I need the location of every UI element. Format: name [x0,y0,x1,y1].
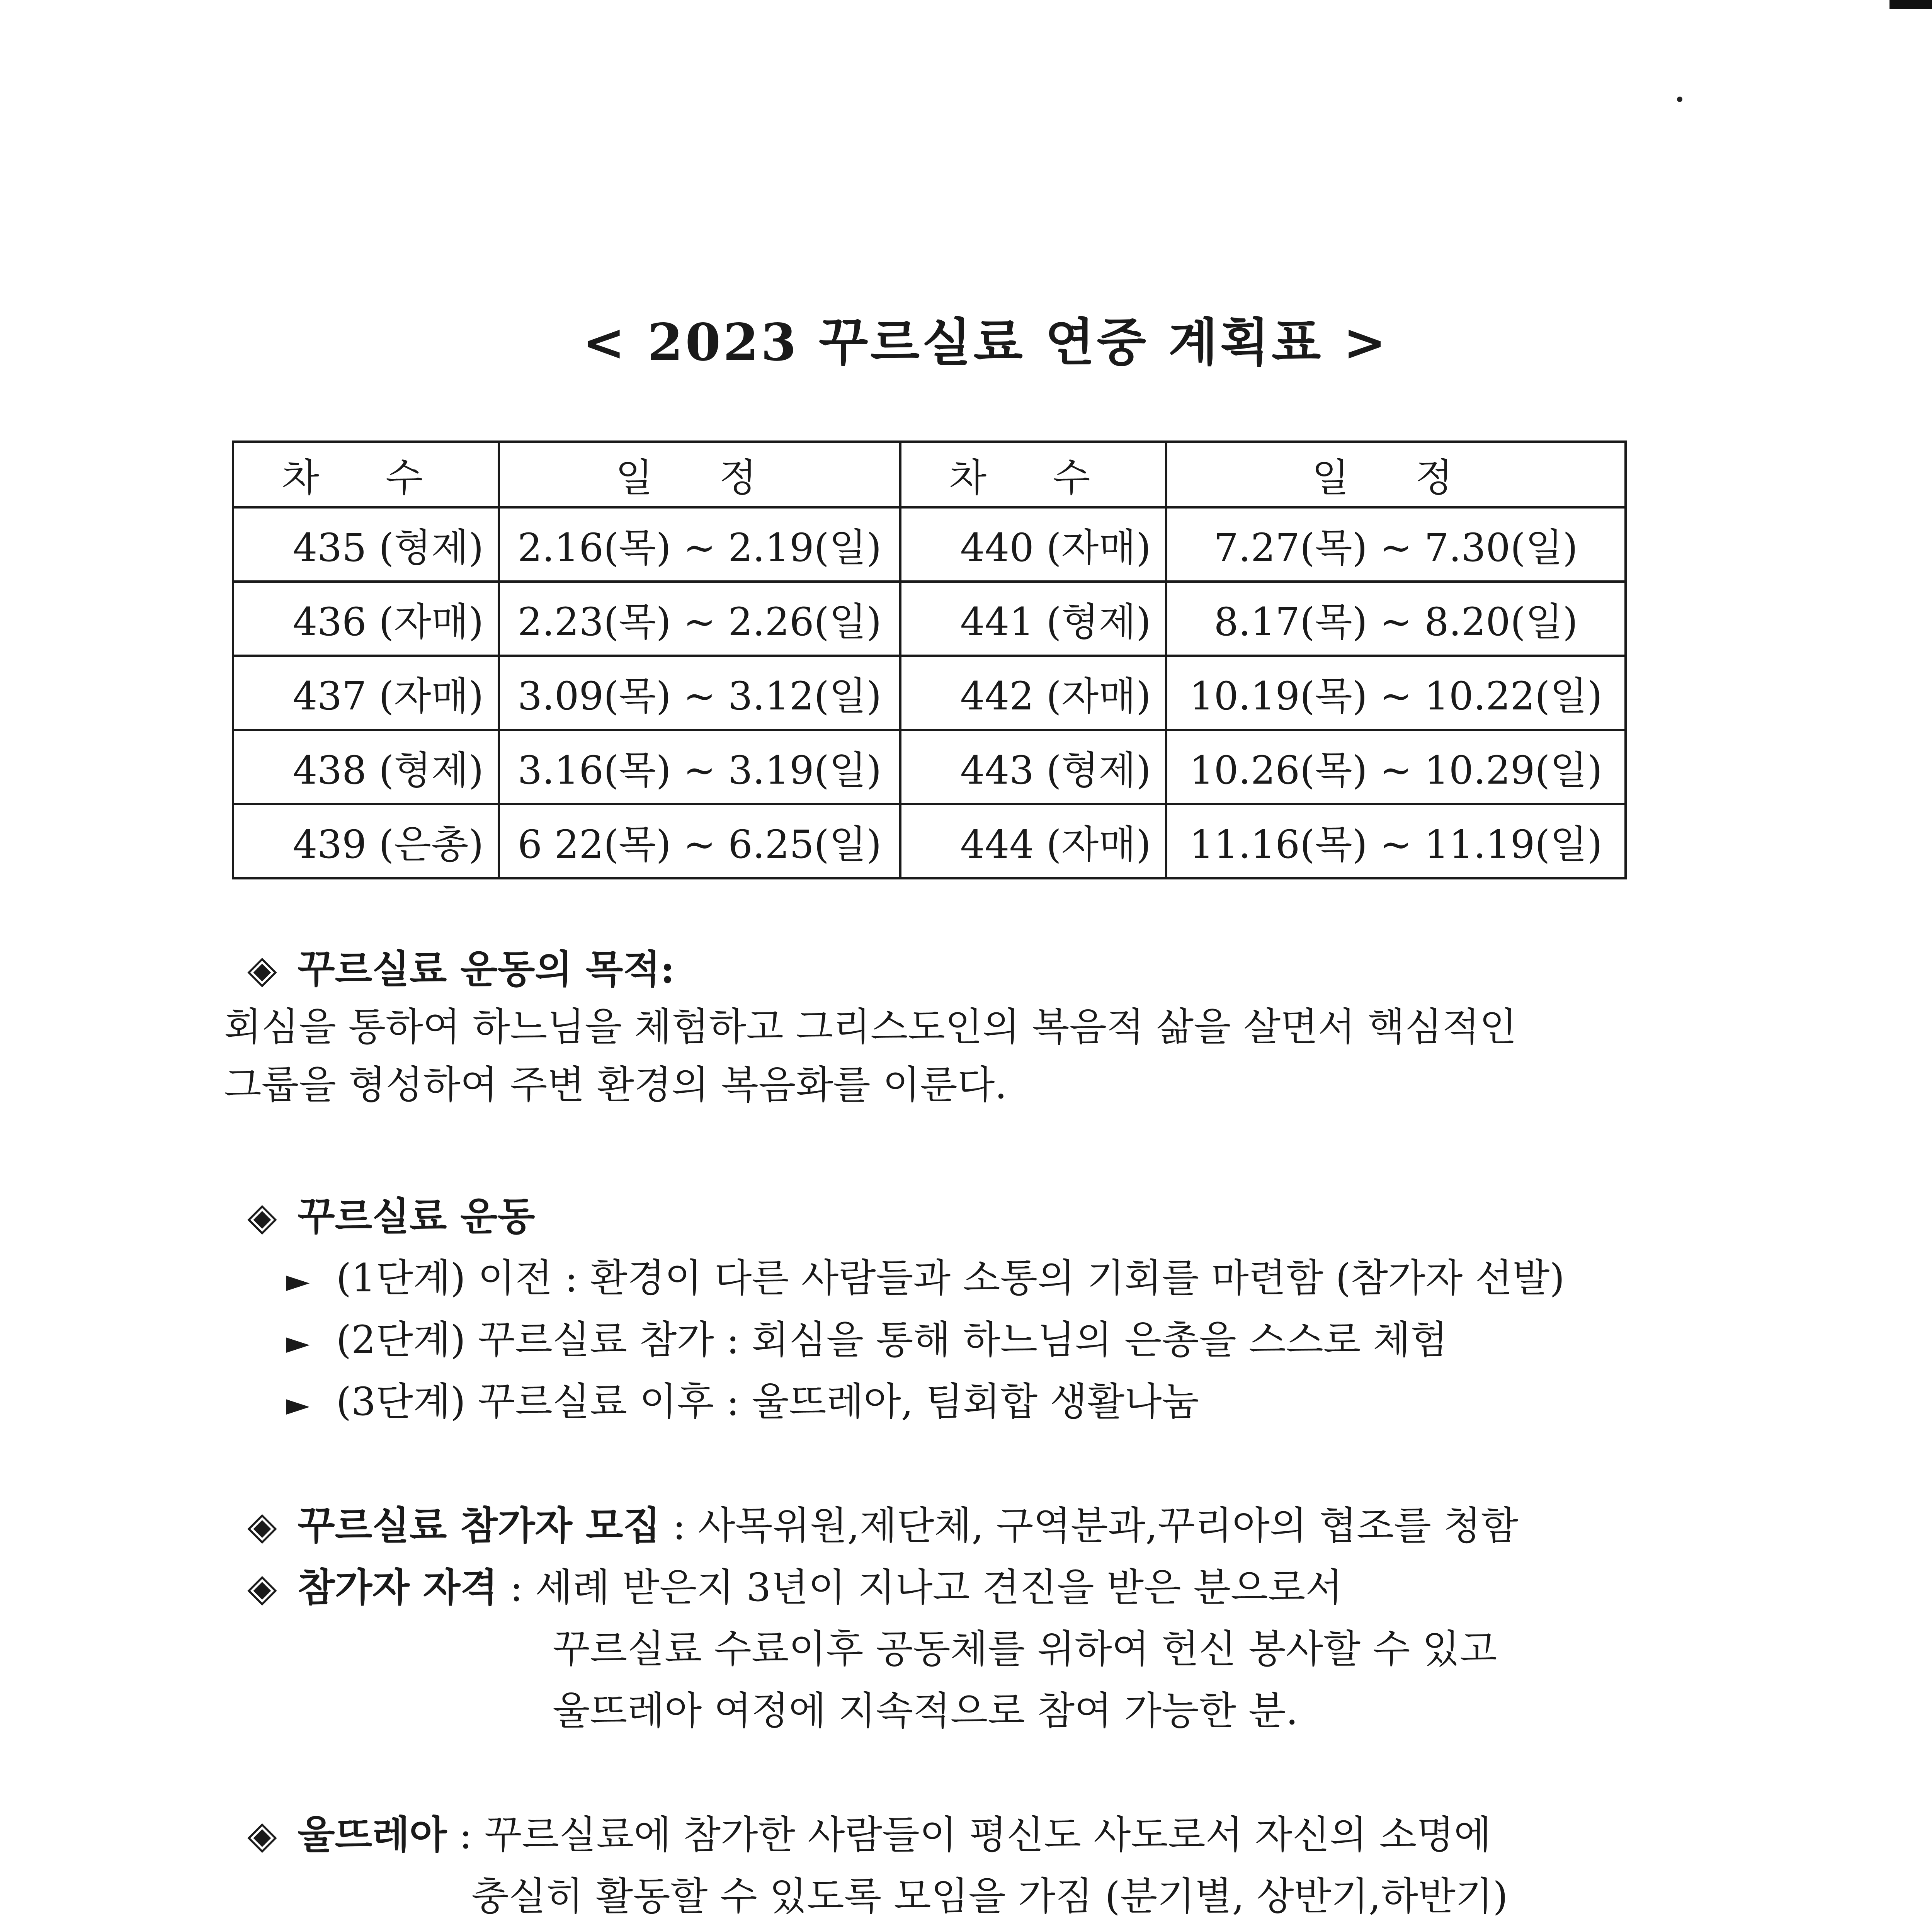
purpose-heading-line [247,943,675,996]
purpose-line: 회심을 통하여 하느님을 체험하고 그리스도인의 복음적 삶을 살면서 핵심적인 [224,1004,1517,1049]
scan-speck [1677,97,1682,102]
recruit-heading: 꾸르실료 참가자 모집 [298,1503,661,1548]
date-cell: 2.16(목) ~ 2.19(일) [499,507,901,582]
recruit-text: : 사목위원,제단체, 구역분과,꾸리아의 협조를 청함 [660,1503,1519,1548]
movement-heading-line [247,1190,535,1243]
session-cell: 441 (형제) [900,582,1166,656]
step-text: (2단계) 꾸르실료 참가 : 회심을 통해 하느님의 은총을 스스로 체험 [336,1317,1448,1362]
diamond-bullet-icon: ◈ [247,946,277,992]
session-cell: 438 (형제) [233,730,499,804]
arrow-bullet-icon: ► [286,1325,310,1361]
qualification-line [247,1561,1343,1614]
table-header-row [233,442,1626,507]
session-cell: 444 (자매) [900,804,1166,878]
table-row [233,804,1626,878]
movement-step [286,1376,1199,1431]
qualification-heading: 참가자 자격 [298,1565,498,1610]
qualification-cont-line: 꾸르실료 수료이후 공동체를 위하여 헌신 봉사할 수 있고 [553,1626,1497,1672]
date-cell: 10.19(목) ~ 10.22(일) [1166,656,1626,730]
session-cell: 439 (은총) [233,804,499,878]
session-cell: 440 (자매) [900,507,1166,582]
recruit-line [247,1499,1518,1552]
ultreya-text: : 꾸르실료에 참가한 사람들이 평신도 사도로서 자신의 소명에 [447,1812,1492,1857]
ultreya-line [247,1808,1491,1861]
session-cell: 443 (형제) [900,730,1166,804]
session-cell: 437 (자매) [233,656,499,730]
session-cell: 435 (형제) [233,507,499,582]
header-cell: 일 정 [499,442,901,507]
date-cell: 3.09(목) ~ 3.12(일) [499,656,901,730]
date-cell: 10.26(목) ~ 10.29(일) [1166,730,1626,804]
table-row [233,582,1626,656]
diamond-bullet-icon: ◈ [247,1812,277,1857]
diamond-bullet-icon: ◈ [247,1503,277,1548]
document-title: < 2023 꾸르실료 연중 계획표 > [582,313,1388,372]
date-cell: 11.16(목) ~ 11.19(일) [1166,804,1626,878]
arrow-bullet-icon: ► [286,1386,310,1422]
step-text: (1단계) 이전 : 환경이 다른 사람들과 소통의 기회를 마련함 (참가자 선발) [336,1255,1565,1301]
qualification-text: : 세례 받은지 3년이 지나고 견진을 받은 분으로서 [497,1565,1343,1610]
movement-step [286,1314,1447,1369]
purpose-heading: 꾸르실료 운동의 목적: [298,946,675,992]
header-cell: 일 정 [1166,442,1626,507]
date-cell: 6 22(목) ~ 6.25(일) [499,804,901,878]
table-row [233,656,1626,730]
arrow-bullet-icon: ► [286,1263,310,1299]
date-cell: 2.23(목) ~ 2.26(일) [499,582,901,656]
header-cell: 차 수 [900,442,1166,507]
movement-heading: 꾸르실료 운동 [298,1194,535,1239]
step-text: (3단계) 꾸르실료 이후 : 울뜨레아, 팀회합 생활나눔 [336,1379,1199,1424]
schedule-table [232,440,1627,879]
qualification-cont-line: 울뜨레아 여정에 지속적으로 참여 가능한 분. [553,1688,1298,1733]
session-cell: 442 (자매) [900,656,1166,730]
date-cell: 3.16(목) ~ 3.19(일) [499,730,901,804]
purpose-line: 그룹을 형성하여 주변 환경의 복음화를 이룬다. [224,1062,1007,1107]
session-cell: 436 (자매) [233,582,499,656]
diamond-bullet-icon: ◈ [247,1194,277,1239]
table-row [233,507,1626,582]
diamond-bullet-icon: ◈ [247,1565,277,1610]
ultreya-cont-line: 충실히 활동할 수 있도록 모임을 가짐 (분기별, 상반기,하반기) [471,1874,1508,1919]
header-cell: 차 수 [233,442,499,507]
date-cell: 8.17(목) ~ 8.20(일) [1166,582,1626,656]
movement-step [286,1252,1565,1307]
date-cell: 7.27(목) ~ 7.30(일) [1166,507,1626,582]
ultreya-heading: 울뜨레아 [298,1812,447,1857]
scan-corner-mark [1889,0,1932,9]
table-row [233,730,1626,804]
